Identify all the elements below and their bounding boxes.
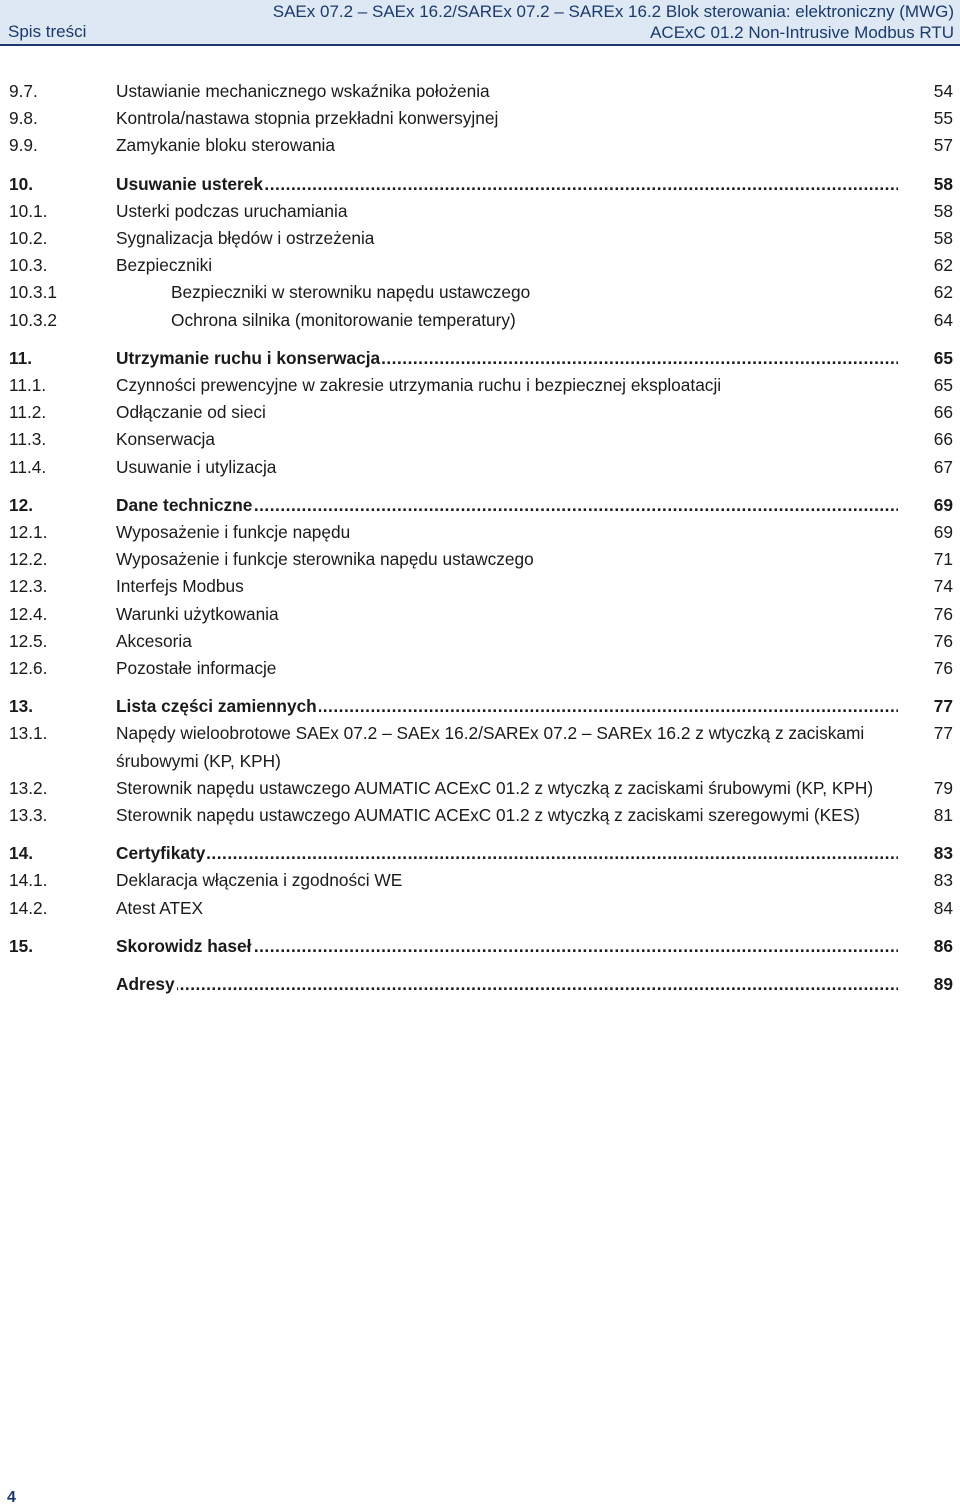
toc-page: 76 [933, 603, 953, 624]
toc-title: Skorowidz haseł ..... [116, 933, 898, 960]
toc-entry-9-7[interactable] [0, 78, 960, 105]
toc-number: 14.2. [9, 897, 48, 918]
toc-entry-11-1[interactable] [0, 372, 960, 399]
toc-title: Atest ATEX [116, 897, 204, 918]
toc-page: 84 [933, 897, 953, 918]
toc-page: 71 [933, 549, 953, 570]
toc-title: Akcesoria [116, 630, 192, 651]
toc-entry-12-5[interactable] [0, 628, 960, 655]
toc-title: Usuwanie usterek ..... [116, 171, 898, 198]
toc-page: 58 [933, 200, 953, 221]
toc-page: 69 [933, 522, 953, 543]
toc-title: Sterownik napędu ustawczego AUMATIC ACExC 01.2 z wtyczką z zaciskami śrubowymi (KP, KPH) [116, 777, 874, 798]
toc-number: 14. [9, 843, 34, 864]
toc-title: Usterki podczas uruchamiania [116, 200, 348, 221]
toc-page: 79 [933, 777, 953, 798]
toc-entry-10-3-2[interactable] [0, 307, 960, 334]
toc-page: 67 [933, 456, 953, 477]
toc-number: 11.3. [9, 429, 47, 450]
toc-title: Pozostałe informacje [116, 658, 277, 679]
toc-page: 55 [933, 108, 953, 129]
document-title [273, 0, 954, 43]
toc-number: 9.7. [9, 81, 38, 101]
toc-title: Lista części zamiennych ..... [116, 693, 898, 720]
toc-number: 12.6. [9, 658, 48, 679]
toc-page: 65 [933, 375, 953, 396]
toc-page: 89 [933, 974, 953, 995]
toc-page: 74 [933, 576, 953, 597]
toc-number: 14.1. [9, 870, 48, 891]
toc-chapter-14[interactable] [0, 840, 960, 867]
table-of-contents [0, 78, 960, 998]
toc-number: 10.3.1 [9, 282, 58, 303]
toc-entry-13-2[interactable] [0, 775, 960, 802]
toc-title: Adresy ..... [116, 971, 898, 998]
toc-title: Zamykanie bloku sterowania [116, 135, 336, 156]
toc-page: 77 [933, 696, 953, 717]
toc-number: 12.4. [9, 603, 48, 624]
toc-title: Wyposażenie i funkcje napędu [116, 522, 351, 543]
toc-chapter-12[interactable] [0, 492, 960, 519]
document-title-line-1: SAEx 07.2 – SAEx 16.2/SAREx 07.2 – SAREx 16.2 Blok sterowania: elektroniczny (MWG) [272, 2, 954, 21]
toc-title: Odłączanie od sieci [116, 402, 266, 423]
toc-title: Czynności prewencyjne w zakresie utrzymania ruchu i bezpiecznej eksploatacji [116, 375, 722, 396]
toc-number: 10.3. [9, 255, 48, 276]
toc-title: Wyposażenie i funkcje sterownika napędu ustawczego [116, 549, 534, 570]
toc-page: 76 [933, 630, 953, 651]
toc-page: 58 [933, 173, 953, 194]
toc-entry-14-2[interactable] [0, 895, 960, 922]
toc-number: 11.4. [9, 456, 47, 477]
toc-entry-12-6[interactable] [0, 655, 960, 682]
page-number: 4 [7, 1489, 16, 1506]
toc-entry-12-4[interactable] [0, 601, 960, 628]
toc-title: Ochrona silnika (monitorowanie temperatury) [171, 309, 516, 330]
toc-entry-11-3[interactable] [0, 426, 960, 453]
toc-number: 13.3. [9, 805, 48, 826]
toc-chapter-11[interactable] [0, 345, 960, 372]
toc-title: Sygnalizacja błędów i ostrzeżenia [116, 228, 375, 249]
toc-page: 57 [933, 135, 953, 156]
toc-title: Kontrola/nastawa stopnia przekładni konwersyjnej [116, 108, 499, 129]
toc-entry-10-2[interactable] [0, 225, 960, 252]
toc-title: Certyfikaty ..... [116, 840, 898, 867]
header-divider [0, 44, 960, 46]
toc-page: 65 [933, 347, 953, 368]
toc-number: 12. [9, 494, 34, 515]
toc-number: 10.2. [9, 228, 48, 249]
section-title: Spis treści [8, 22, 87, 41]
toc-page: 83 [933, 843, 953, 864]
toc-entry-10-3[interactable] [0, 252, 960, 279]
toc-title: Sterownik napędu ustawczego AUMATIC ACExC 01.2 z wtyczką z zaciskami szeregowymi (KES) [116, 805, 860, 826]
toc-page: 54 [933, 81, 953, 101]
toc-number: 10. [9, 173, 34, 194]
toc-title: Bezpieczniki [116, 255, 213, 276]
toc-page: 64 [933, 309, 953, 330]
toc-entry-10-3-1[interactable] [0, 279, 960, 306]
toc-page: 76 [933, 658, 953, 679]
toc-page: 69 [933, 494, 953, 515]
toc-number: 13.2. [9, 777, 48, 798]
document-title-line-2: ACExC 01.2 Non-Intrusive Modbus RTU [650, 23, 954, 42]
toc-entry-9-8[interactable] [0, 105, 960, 132]
toc-title: Deklaracja włączenia i zgodności WE [116, 870, 403, 891]
toc-title: Bezpieczniki w sterowniku napędu ustawczego [171, 282, 531, 303]
toc-number: 9.8. [9, 108, 38, 129]
toc-page: 62 [933, 255, 953, 276]
toc-title: Utrzymanie ruchu i konserwacja ..... [116, 345, 898, 372]
toc-entry-10-1[interactable] [0, 198, 960, 225]
toc-page: 83 [933, 870, 953, 891]
toc-page: 62 [933, 282, 953, 303]
toc-entry-14-1[interactable] [0, 867, 960, 894]
toc-entry-12-2[interactable] [0, 546, 960, 573]
toc-title: Usuwanie i utylizacja [116, 456, 277, 477]
toc-page: 77 [933, 723, 953, 744]
toc-page: 66 [933, 429, 953, 450]
toc-page: 86 [933, 935, 953, 956]
toc-page: 81 [933, 805, 953, 826]
toc-number: 15. [9, 935, 34, 956]
toc-chapter-10[interactable] [0, 171, 960, 198]
toc-number: 12.1. [9, 522, 48, 543]
toc-page: 66 [933, 402, 953, 423]
toc-number: 11. [9, 347, 33, 368]
toc-number: 11.1. [9, 375, 47, 396]
toc-entry-11-4[interactable] [0, 454, 960, 481]
toc-number: 13.1. [9, 723, 48, 744]
toc-page: 58 [933, 228, 953, 249]
toc-entry-12-3[interactable] [0, 573, 960, 600]
toc-number: 12.5. [9, 630, 48, 651]
toc-number: 9.9. [9, 135, 38, 156]
toc-entry-11-2[interactable] [0, 399, 960, 426]
toc-chapter-15[interactable] [0, 933, 960, 960]
toc-title: Warunki użytkowania [116, 603, 279, 624]
toc-number: 11.2. [9, 402, 47, 423]
toc-title: Ustawianie mechanicznego wskaźnika położenia [116, 81, 490, 101]
toc-entry-9-9[interactable] [0, 132, 960, 159]
toc-title: Napędy wieloobrotowe SAEx 07.2 – SAEx 16.2/SAREx 07.2 – SAREx 16.2 z wtyczką z zaciskami śrubowymi (KP, KPH) [116, 723, 865, 771]
toc-entry-13-3[interactable] [0, 802, 960, 829]
toc-number: 10.3.2 [9, 309, 58, 330]
page-header [0, 0, 960, 44]
toc-number: 13. [9, 696, 34, 717]
toc-title: Konserwacja [116, 429, 215, 450]
toc-number: 12.3. [9, 576, 48, 597]
toc-title: Dane techniczne ..... [116, 492, 898, 519]
toc-entry-13-1[interactable] [0, 720, 960, 774]
toc-number: 12.2. [9, 549, 48, 570]
toc-entry-12-1[interactable] [0, 519, 960, 546]
toc-entry-addresses[interactable] [0, 971, 960, 998]
toc-number: 10.1. [9, 200, 48, 221]
toc-chapter-13[interactable] [0, 693, 960, 720]
toc-title: Interfejs Modbus [116, 576, 244, 597]
